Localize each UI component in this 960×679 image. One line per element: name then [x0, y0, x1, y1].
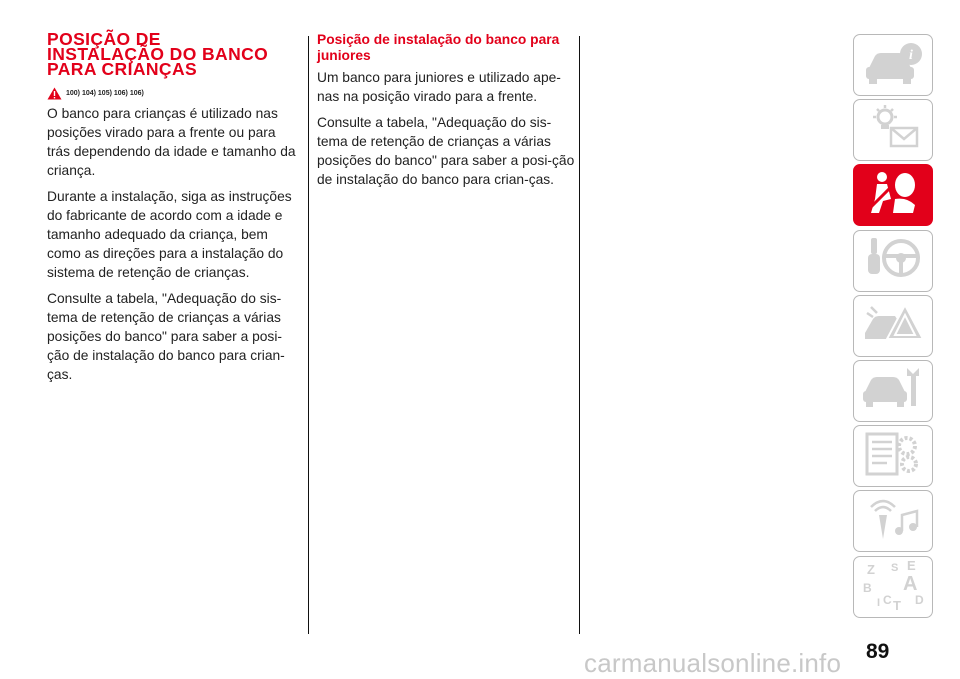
paragraph-3: Consulte a tabela, "Adequação do sis-tema de retenção de crianças a várias posições do banco" para saber a posi-ção de instalação do banco para crian-ças. — [47, 291, 285, 382]
car-info-icon — [861, 40, 925, 91]
section-title-line-1: POSIÇÃO DE — [47, 29, 161, 49]
tab-multimedia[interactable] — [853, 490, 933, 552]
warning-triangle-icon — [47, 87, 62, 100]
svg-text:D: D — [915, 593, 924, 607]
chapter-tabs — [853, 34, 935, 621]
section-title-line-3: PARA CRIANÇAS — [47, 59, 198, 79]
svg-text:i: i — [909, 47, 913, 63]
section-title — [47, 29, 299, 79]
warning-references — [47, 87, 299, 100]
tab-safety[interactable] — [853, 164, 933, 226]
multimedia-icon — [861, 495, 925, 548]
mid-paragraph-2: Consulte a tabela, "Adequação do sis-tema de retenção de crianças a várias posições do banco" para saber a posi-ção de instalação do banco para crian-ças. — [317, 115, 575, 187]
svg-text:A: A — [903, 573, 918, 595]
svg-text:Z: Z — [867, 562, 875, 577]
watermark: carmanualsonline.info — [584, 648, 842, 678]
warning-refs-text: 100) 104) 105) 106) 106) — [66, 90, 144, 97]
tab-emergency[interactable] — [853, 295, 933, 357]
driving-steering-wheel-icon — [861, 234, 925, 287]
tab-index[interactable] — [853, 556, 933, 618]
svg-text:B: B — [863, 581, 872, 595]
column-divider-left — [308, 36, 309, 634]
emergency-icon — [861, 299, 925, 352]
svg-text:E: E — [907, 558, 916, 573]
svg-text:I: I — [877, 597, 881, 609]
safety-airbag-icon — [863, 169, 923, 222]
page-number: 89 — [866, 640, 890, 663]
subsection-title: Posição de instalação do banco para juniores — [317, 32, 560, 63]
mid-paragraph-1: Um banco para juniores e utilizado ape-nas na posição virado para a frente. — [317, 70, 561, 104]
tab-car-info[interactable] — [853, 34, 933, 96]
column-divider-right — [579, 36, 580, 634]
dashboard-warning-lights-icon — [861, 104, 925, 157]
technical-data-icon — [861, 430, 925, 483]
paragraph-1: O banco para crianças é utilizado nas posições virado para a frente ou para trás dependendo da idade e tamanho da criança. — [47, 106, 296, 178]
maintenance-car-wrench-icon — [861, 364, 925, 417]
tab-maintenance[interactable] — [853, 360, 933, 422]
section-title-line-2: INSTALAÇÃO DO BANCO — [47, 44, 269, 64]
paragraph-2: Durante a instalação, siga as instruções do fabricante de acordo com a idade e tamanho adequado da criança, bem como as direções para a instalação do sistema de retenção de crianças. — [47, 189, 292, 280]
svg-text:S: S — [891, 562, 899, 574]
index-icon — [861, 558, 925, 615]
tab-technical-data[interactable] — [853, 425, 933, 487]
left-column — [47, 29, 299, 391]
svg-text:T: T — [893, 598, 901, 610]
tab-dashboard[interactable] — [853, 99, 933, 161]
svg-text:C: C — [883, 593, 892, 607]
middle-column — [317, 32, 575, 196]
tab-driving[interactable] — [853, 230, 933, 292]
